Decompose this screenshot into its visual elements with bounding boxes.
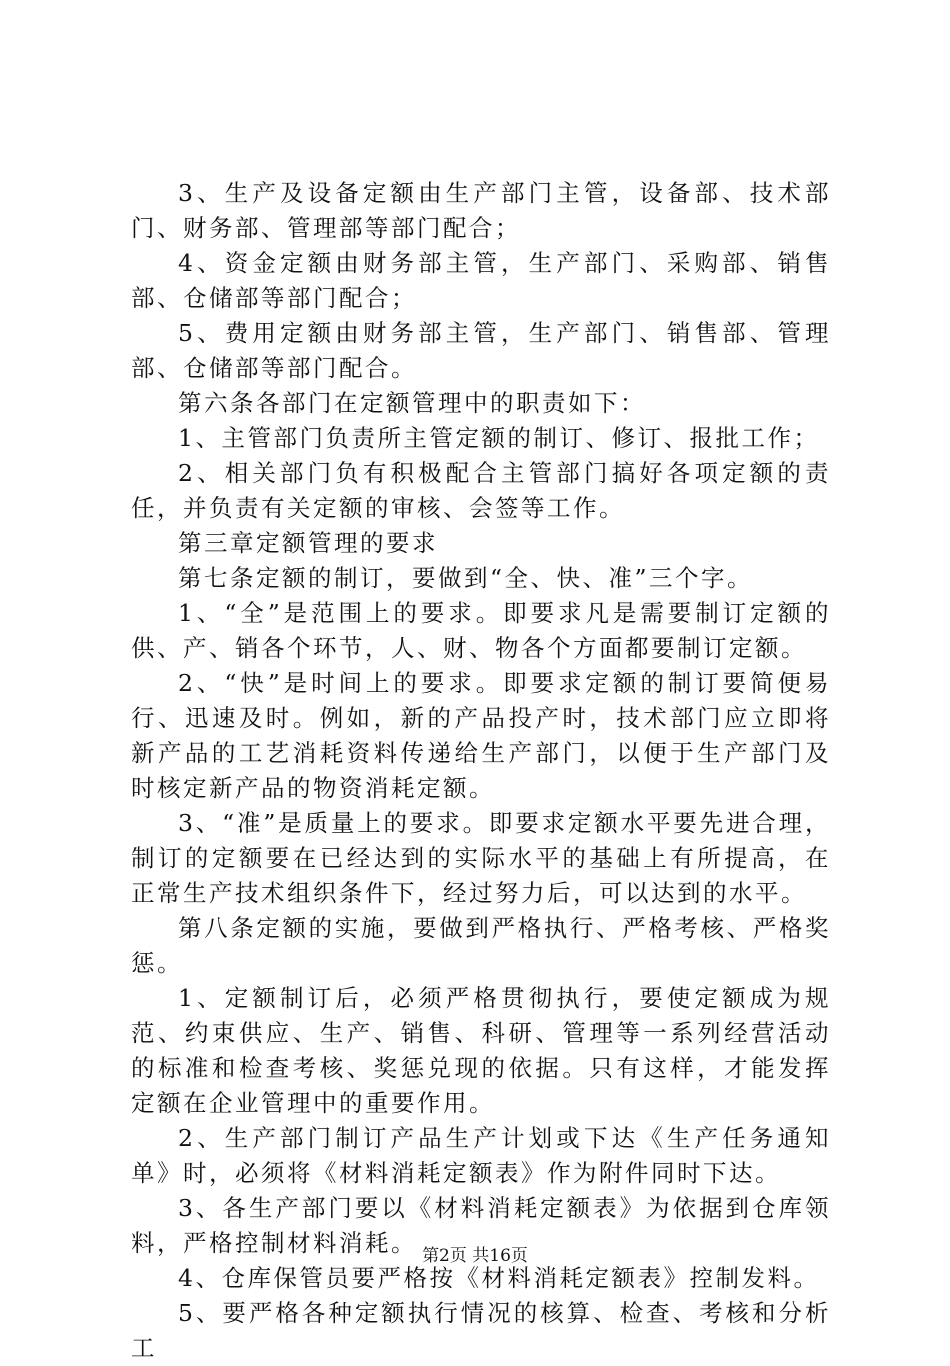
paragraph: 3、“准”是质量上的要求。即要求定额水平要先进合理，制订的定额要在已经达到的实际水平的基础上有所提高，在正常生产技术组织条件下，经过努力后，可以达到的水平。	[131, 809, 831, 907]
paragraph: 2、“快”是时间上的要求。即要求定额的制订要简便易行、迅速及时。例如，新的产品投产时，技术部门应立即将新产品的工艺消耗资料传递给生产部门，以便于生产部门及时核定新产品的物资消耗定额。	[131, 669, 831, 802]
paragraph: 第八条定额的实施，要做到严格执行、严格考核、严格奖惩。	[131, 914, 831, 977]
paragraph: 第七条定额的制订，要做到“全、快、准”三个字。	[178, 564, 754, 592]
document-body	[131, 176, 831, 1366]
paragraph: 3、生产及设备定额由生产部门主管，设备部、技术部门、财务部、管理部等部门配合；	[131, 179, 831, 242]
paragraph: 第六条各部门在定额管理中的职责如下：	[178, 389, 646, 417]
paragraph: 4、仓库保管员要严格按《材料消耗定额表》控制发料。	[178, 1264, 820, 1292]
paragraph: 5、费用定额由财务部主管，生产部门、销售部、管理部、仓储部等部门配合。	[131, 319, 831, 382]
paragraph: 4、资金定额由财务部主管，生产部门、采购部、销售部、仓储部等部门配合；	[131, 249, 831, 312]
paragraph: 2、生产部门制订产品生产计划或下达《生产任务通知单》时，必须将《材料消耗定额表》作为附件同时下达。	[131, 1124, 831, 1187]
page-number-footer: 第2页 共16页	[422, 1246, 528, 1266]
paragraph: 1、定额制订后，必须严格贯彻执行，要使定额成为规范、约束供应、生产、销售、科研、管理等一系列经营活动的标准和检查考核、奖惩兑现的依据。只有这样，才能发挥定额在企业管理中的重要作用。	[131, 984, 831, 1117]
paragraph: 1、主管部门负责所主管定额的制订、修订、报批工作；	[178, 424, 820, 452]
paragraph: 2、相关部门负有积极配合主管部门搞好各项定额的责任，并负责有关定额的审核、会签等工作。	[131, 459, 831, 522]
paragraph: 1、“全”是范围上的要求。即要求凡是需要制订定额的供、产、销各个环节，人、财、物各个方面都要制订定额。	[131, 599, 831, 662]
chapter-heading: 第三章定额管理的要求	[178, 529, 438, 557]
paragraph: 5、要严格各种定额执行情况的核算、检查、考核和分析工	[131, 1299, 831, 1362]
paragraph: 3、各生产部门要以《材料消耗定额表》为依据到仓库领料，严格控制材料消耗。	[131, 1194, 831, 1257]
